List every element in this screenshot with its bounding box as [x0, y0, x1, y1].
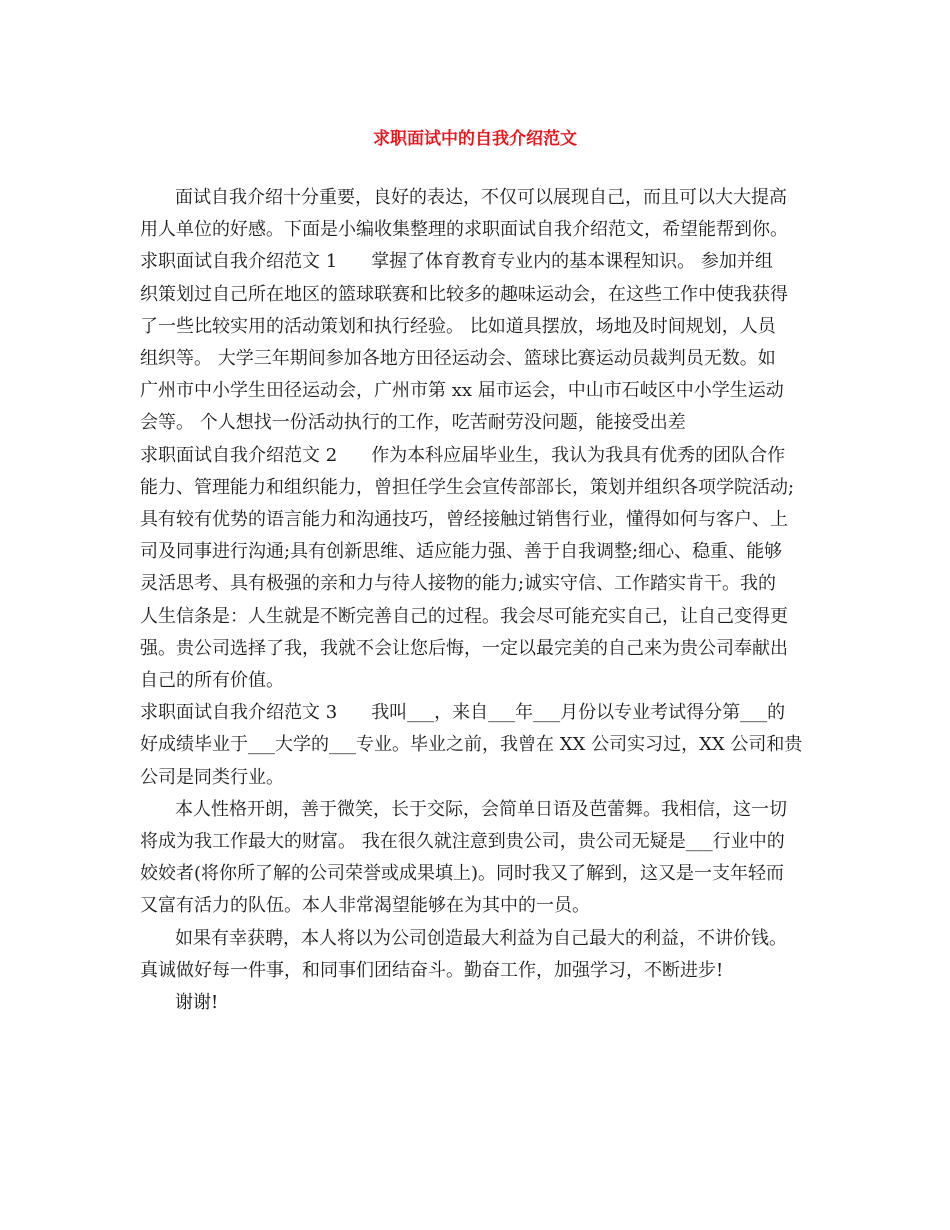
intro-line-1: 面试自我介绍十分重要，良好的表达，不仅可以展现自己，而且可以大大提高 [175, 187, 787, 208]
sample-3-text: 我叫___，来自___年___月份以专业考试得分第___的 [371, 702, 786, 724]
sample-2-line-3: 具有较有优势的语言能力和沟通技巧，曾经接触过销售行业，懂得如何与客户、上 [140, 509, 788, 531]
thanks-line: 谢谢! [175, 992, 219, 1014]
sample-2-line-4: 司及同事进行沟通;具有创新思维、适应能力强、善于自我调整;细心、稳重、能够 [140, 541, 783, 563]
sample-2-text: 作为本科应届毕业生，我认为我具有优秀的团队合作 [371, 444, 786, 466]
sample-1-line-4: 组织等。 大学三年期间参加各地方田径运动会、篮球比赛运动员裁判员无数。如 [140, 348, 776, 370]
sample-1-line-2: 织策划过自己所在地区的篮球联赛和比较多的趣味运动会，在这些工作中使我获得 [140, 283, 788, 305]
sample-1-line-1 [140, 246, 815, 278]
closing-line-2: 真诚做好每一件事，和同事们团结奋斗。勤奋工作，加强学习，不断进步! [140, 959, 724, 981]
sample-3-heading: 求职面试自我介绍范文 3 [140, 702, 338, 724]
personality-line-2: 将成为我工作最大的财富。 我在很久就注意到贵公司，贵公司无疑是___行业中的 [140, 831, 785, 853]
sample-2-line-7: 强。贵公司选择了我，我就不会让您后悔，一定以最完美的自己来为贵公司奉献出 [140, 637, 788, 659]
sample-2-line-1 [140, 440, 815, 472]
sample-2-line-6: 人生信条是：人生就是不断完善自己的过程。我会尽可能充实自己，让自己变得更 [140, 605, 788, 627]
personality-line-3: 姣姣者(将你所了解的公司荣誉或成果填上)。同时我又了解到，这又是一支年轻而 [140, 863, 785, 885]
document-title: 求职面试中的自我介绍范文 [373, 129, 577, 149]
closing-line-1: 如果有幸获聘，本人将以为公司创造最大利益为自己最大的利益，不讲价钱。 [175, 927, 787, 949]
sample-2-line-2: 能力、管理能力和组织能力，曾担任学生会宣传部部长，策划并组织各项学院活动; [140, 476, 795, 498]
sample-2-line-5: 灵活思考、具有极强的亲和力与待人接物的能力;诚实守信、工作踏实肯干。我的 [140, 573, 777, 595]
document-body [140, 182, 815, 1019]
sample-1-line-6: 会等。 个人想找一份活动执行的工作，吃苦耐劳没问题，能接受出差 [140, 412, 686, 434]
sample-3-line-1 [140, 697, 815, 729]
sample-2-line-8: 自己的所有价值。 [140, 670, 284, 692]
sample-1-line-5: 广州市中小学生田径运动会，广州市第 xx 届市运会，中山市石岐区中小学生运动 [140, 380, 784, 402]
personality-line-1: 本人性格开朗，善于微笑，长于交际，会简单日语及芭蕾舞。我相信，这一切 [175, 798, 787, 820]
sample-3-line-2: 好成绩毕业于___大学的___专业。毕业之前，我曾在 XX 公司实习过，XX 公司和贵 [140, 734, 803, 756]
sample-2-heading: 求职面试自我介绍范文 2 [140, 444, 338, 466]
intro-line-2: 用人单位的好感。下面是小编收集整理的求职面试自我介绍范文，希望能帮到你。 [140, 219, 788, 241]
sample-3-line-3: 公司是同类行业。 [140, 766, 284, 788]
personality-line-4: 又富有活力的队伍。本人非常渴望能够在为其中的一员。 [140, 895, 590, 917]
sample-1-heading: 求职面试自我介绍范文 1 [140, 251, 338, 273]
sample-1-text: 掌握了体育教育专业内的基本课程知识。 参加并组 [371, 251, 773, 273]
sample-1-line-3: 了一些比较实用的活动策划和执行经验。 比如道具摆放，场地及时间规划，人员 [140, 315, 776, 337]
